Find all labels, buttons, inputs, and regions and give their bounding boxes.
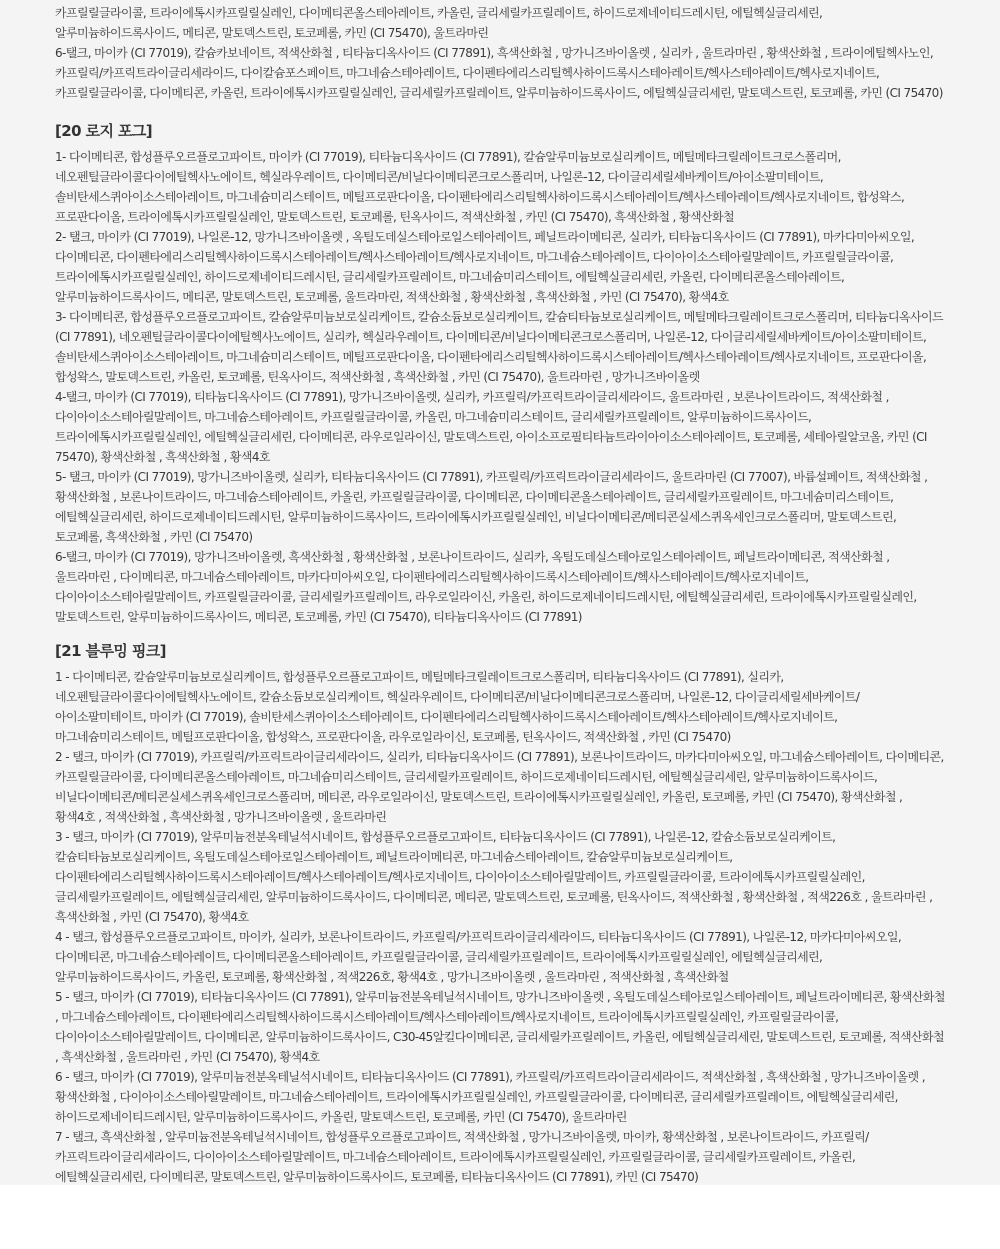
ingredient-entry: 7 - 탤크, 흑색산화철 , 알루미늄전분옥테닐석시네이트, 합성플루오르플로고파이트, 적색산화철 , 망가니즈바이올렛, 마이카, 황색산화철 , 보론나이트라이드, 카프릴릭/카프릭트라이글리세라이드, 다이아이소스테아릴말레이트, 마그네슘스테아레이트, 트라이에톡시카프릴릴실레인, 카프릴릴글라이콜, 글리세릴카프릴레이트, 카올린, 에틸헥실글리세린, 다이메티콘, 말토덱스트린, 알루미늄하이드록사이드, 토코페롤, 티타늄디옥사이드 (CI 77891), 카민 (CI 75470): [55, 1130, 869, 1184]
ingredient-entry: 1 - 다이메티콘, 칼슘알루미늄보로실리케이트, 합성플루오르플로고파이트, 메틸메타크릴레이트크로스폴리머, 티타늄디옥사이드 (CI 77891), 실리카, 네오펜틸글라이콜다이에틸헥사노에이트, 칼슘소듐보로실리케이트, 헥실라우레이트, 다이메티콘/비닐다이메티콘크로스폴리머, 나일론-12, 다이글리세릴세바케이트/아이소팔미테이트, 마이카 (CI 77019), 솔비탄세스퀴아이소스테아레이트, 다이펜타에리스리틸헥사하이드록시스테아레이트/헥사스테아레이트/헥사로지네이트, 마그네슘미리스테이트, 메틸프로판다이올, 합성왁스, 프로판다이올, 라우로일라이신, 토코페롤, 틴옥사이드, 적색산화철 , 카민 (CI 75470): [55, 670, 860, 744]
ingredient-entry: 5 - 탤크, 마이카 (CI 77019), 티타늄디옥사이드 (CI 77891), 알루미늄전분옥테닐석시네이트, 망가니즈바이올렛 , 옥틸도데실스테아로일스테아레이트, 페닐트라이메티콘, 황색산화철 , 마그네슘스테아레이트, 다이펜타에리스리틸헥사하이드록시스테아레이트/헥사스테아레이트/헥사로지네이트, 트라이에톡시카프릴릴실레인, 카프릴릴글라이콜, 다이아이소스테아릴말레이트, 다이메티콘, 알루미늄하이드록사이드, C30-45알킬다이메티콘, 글리세릴카프릴레이트, 카올린, 에틸헥실글리세린, 말토덱스트린, 토코페롤, 적색산화철 , 흑색산화철 , 울트라마린 , 카민 (CI 75470), 황색4호: [55, 990, 945, 1064]
ingredient-content: [55, 0, 945, 1185]
ingredient-entry: 3- 다이메티콘, 합성플루오르플로고파이트, 칼슘알루미늄보로실리케이트, 칼슘소듐보로실리케이트, 칼슘티타늄보로실리케이트, 메틸메타크릴레이트크로스폴리머, 티타늄디옥사이드 (CI 77891), 네오펜틸글라이콜다이에틸헥사노에이트, 실리카, 헥실라우레이트, 다이메티콘/비닐다이메티콘크로스폴리머, 나일론-12, 다이글리세릴세바케이트/아이소팔미테이트, 솔비탄세스퀴아이소스테아레이트, 마그네슘미리스테이트, 메틸프로판다이올, 다이펜타에리스리틸헥사하이드록시스테아레이트/헥사스테아레이트/헥사로지네이트, 프로판다이올, 합성왁스, 말토덱스트린, 카올린, 토코페롤, 틴옥사이드, 적색산화철 , 흑색산화철 , 카민 (CI 75470), 울트라마린 , 망가니즈바이올렛: [55, 310, 943, 384]
ingredient-entry: 6-탤크, 마이카 (CI 77019), 칼슘카보네이트, 적색산화철 , 티타늄디옥사이드 (CI 77891), 흑색산화철 , 망가니즈바이올렛 , 실리카 , 울트라마린 , 황색산화철 , 트라이에틸헥사노인, 카프릴릭/카프릭트라이글리세라이드, 다이칼슘포스페이트, 마그네슘스테아레이트, 다이펜타에리스리틸헥사하이드록시스테아레이트/헥사스테아레이트/헥사로지네이트, 카프릴릴글라이콜, 다이메티콘, 카올린, 트라이에톡시카프릴릴실레인, 글리세릴카프릴레이트, 알루미늄하이드록사이드, 에틸헥실글리세린, 말토덱스트린, 토코페롤, 카민 (CI 75470): [55, 46, 943, 100]
ingredient-entry: 2- 탤크, 마이카 (CI 77019), 나일론-12, 망가니즈바이올렛 , 옥틸도데실스테아로일스테아레이트, 페닐트라이메티콘, 실리카, 티타늄디옥사이드 (CI 77891), 마카다미아씨오일, 다이메티콘, 다이펜타에리스리틸헥사하이드록시스테아레이트/헥사스테아레이트/헥사로지네이트, 마그네슘스테아레이트, 다이아이소스테아릴말레이트, 카프릴릴글라이콜, 트라이에톡시카프릴릴실레인, 하이드로제네이티드레시틴, 글리세릴카프릴레이트, 마그네슘미리스테이트, 에틸헥실글리세린, 카올린, 다이메티콘올스테아레이트, 알루미늄하이드록사이드, 메티콘, 말토덱스트린, 토코페롤, 울트라마린, 적색산화철 , 황색산화철 , 흑색산화철 , 카민 (CI 75470), 황색4호: [55, 230, 915, 304]
section-entries-rosy-fog: [55, 147, 945, 627]
previous-section-continuation: [55, 3, 945, 103]
ingredient-entry: 카프릴릴글라이콜, 트라이에톡시카프릴릴실레인, 다이메티콘올스테아레이트, 카올린, 글리세릴카프릴레이트, 하이드로제네이티드레시틴, 에틸헥실글리세린, 알루미늄하이드록사이드, 메티콘, 말토덱스트린, 토코페롤, 카민 (CI 75470), 울트라마린: [55, 6, 823, 40]
ingredient-entry: 3 - 탤크, 마이카 (CI 77019), 알루미늄전분옥테닐석시네이트, 합성플루오르플로고파이트, 티타늄디옥사이드 (CI 77891), 나일론-12, 칼슘소듐보로실리케이트, 칼슘티타늄보로실리케이트, 옥틸도데실스테아로일스테아레이트, 페닐트라이메티콘, 마그네슘스테아레이트, 칼슘알루미늄보로실리케이트, 다이펜타에리스리틸헥사하이드록시스테아레이트/헥사스테아레이트/헥사로지네이트, 다이아이소스테아릴말레이트, 카프릴릴글라이콜, 트라이에톡시카프릴릴실레인, 글리세릴카프릴레이트, 에틸헥실글리세린, 알루미늄하이드록사이드, 다이메티콘, 메티콘, 말토덱스트린, 토코페롤, 틴옥사이드, 적색산화철 , 황색산화철 , 적색226호 , 울트라마린 , 흑색산화철 , 카민 (CI 75470), 황색4호: [55, 830, 933, 924]
section-title-blooming-pink: [21 블루밍 핑크]: [55, 642, 166, 660]
section-title-rosy-fog: [20 로지 포그]: [55, 122, 152, 140]
ingredient-entry: 1- 다이메티콘, 합성플루오르플로고파이트, 마이카 (CI 77019), 티타늄디옥사이드 (CI 77891), 칼슘알루미늄보로실리케이트, 메틸메타크릴레이트크로스폴리머, 네오펜틸글라이콜다이에틸헥사노에이트, 헥실라우레이트, 다이메티콘/비닐다이메티콘크로스폴리머, 나일론-12, 다이글리세릴세바케이트/아이소팔미테이트, 솔비탄세스퀴아이소스테아레이트, 마그네슘미리스테이트, 메틸프로판다이올, 다이펜타에리스리틸헥사하이드록시스테아레이트/헥사스테아레이트/헥사로지네이트, 합성왁스, 프로판다이올, 트라이에톡시카프릴릴실레인, 말토덱스트린, 토코페롤, 틴옥사이드, 적색산화철 , 카민 (CI 75470), 흑색산화철 , 황색산화철: [55, 150, 905, 224]
ingredient-entry: 6 - 탤크, 마이카 (CI 77019), 알루미늄전분옥테닐석시네이트, 티타늄디옥사이드 (CI 77891), 카프릴릭/카프릭트라이글리세라이드, 적색산화철 , 흑색산화철 , 망가니즈바이올렛 , 황색산화철 , 다이아이소스테아릴말레이트, 마그네슘스테아레이트, 트라이에톡시카프릴릴실레인, 카프릴릴글라이콜, 다이메티콘, 글리세릴카프릴레이트, 에틸헥실글리세린, 하이드로제네이티드레시틴, 알루미늄하이드록사이드, 카올린, 말토덱스트린, 토코페롤, 카민 (CI 75470), 울트라마린: [55, 1070, 925, 1124]
ingredient-entry: 4 - 탤크, 합성플루오르플로고파이트, 마이카, 실리카, 보론나이트라이드, 카프릴릭/카프릭트라이글리세라이드, 티타늄디옥사이드 (CI 77891), 나일론-12, 마카다미아씨오일, 다이메티콘, 마그네슘스테아레이트, 다이메티콘올스테아레이트, 카프릴릴글라이콜, 글리세릴카프릴레이트, 트라이에톡시카프릴릴실레인, 에틸헥실글리세린, 알루미늄하이드록사이드, 카올린, 토코페롤, 황색산화철 , 적색226호, 황색4호 , 망가니즈바이올렛 , 울트라마린 , 적색산화철 , 흑색산화철: [55, 930, 902, 984]
ingredient-entry: 2 - 탤크, 마이카 (CI 77019), 카프릴릭/카프릭트라이글리세라이드, 실리카, 티타늄디옥사이드 (CI 77891), 보론나이트라이드, 마카다미아씨오일, 마그네슘스테아레이트, 다이메티콘, 카프릴릴글라이콜, 다이메티콘올스테아레이트, 마그네슘미리스테이트, 글리세릴카프릴레이트, 하이드로제네이티드레시틴, 에틸헥실글리세린, 알루미늄하이드록사이드, 비닐다이메티콘/메티콘실세스퀴옥세인크로스폴리머, 메티콘, 라우로일라이신, 말토덱스트린, 트라이에톡시카프릴릴실레인, 카올린, 토코페롤, 카민 (CI 75470), 황색산화철 , 황색4호 , 적색산화철 , 흑색산화철 , 망가니즈바이올렛 , 울트라마린: [55, 750, 944, 824]
ingredient-entry: 4-탤크, 마이카 (CI 77019), 티타늄디옥사이드 (CI 77891), 망가니즈바이올렛, 실리카, 카프릴릭/카프릭트라이글리세라이드, 울트라마린 , 보론나이트라이드, 적색산화철 , 다이아이소스테아릴말레이트, 마그네슘스테아레이트, 카프릴릴글라이콜, 카올린, 마그네슘미리스테이트, 글리세릴카프릴레이트, 알루미늄하이드록사이드, 트라이에톡시카프릴릴실레인, 에틸헥실글리세린, 다이메티콘, 라우로일라이신, 말토덱스트린, 아이소프로필티타늄트라이아이소스테아레이트, 토코페롤, 세테아릴알코올, 카민 (CI 75470), 황색산화철 , 흑색산화철 , 황색4호: [55, 390, 927, 464]
section-entries-blooming-pink: [55, 667, 945, 1185]
ingredient-entry: 5- 탤크, 마이카 (CI 77019), 망가니즈바이올렛, 실리카, 티타늄디옥사이드 (CI 77891), 카프릴릭/카프릭트라이글리세라이드, 울트라마린 (CI 77007), 바륨설페이트, 적색산화철 , 황색산화철 , 보론나이트라이드, 마그네슘스테아레이트, 카올린, 카프릴릴글라이콜, 다이메티콘, 다이메티콘올스테아레이트, 글리세릴카프릴레이트, 마그네슘미리스테이트, 에틸헥실글리세린, 하이드로제네이티드레시틴, 알루미늄하이드록사이드, 트라이에톡시카프릴릴실레인, 비닐다이메티콘/메티콘실세스퀴옥세인크로스폴리머, 말토덱스트린, 토코페롤, 흑색산화철 , 카민 (CI 75470): [55, 470, 928, 544]
ingredient-entry: 6-탤크, 마이카 (CI 77019), 망가니즈바이올렛, 흑색산화철 , 황색산화철 , 보론나이트라이드, 실리카, 옥틸도데실스테아로일스테아레이트, 페닐트라이메티콘, 적색산화철 , 울트라마린 , 다이메티콘, 마그네슘스테아레이트, 마카다미아씨오일, 다이펜타에리스리틸헥사하이드록시스테아레이트/헥사스테아레이트/헥사로지네이트, 다이아이소스테아릴말레이트, 카프릴릴글라이콜, 글리세릴카프릴레이트, 라우로일라이신, 카올린, 하이드로제네이티드레시틴, 에틸헥실글리세린, 트라이에톡시카프릴릴실레인, 말토덱스트린, 알루미늄하이드록사이드, 메티콘, 토코페롤, 카민 (CI 75470), 티타늄디옥사이드 (CI 77891): [55, 550, 917, 624]
